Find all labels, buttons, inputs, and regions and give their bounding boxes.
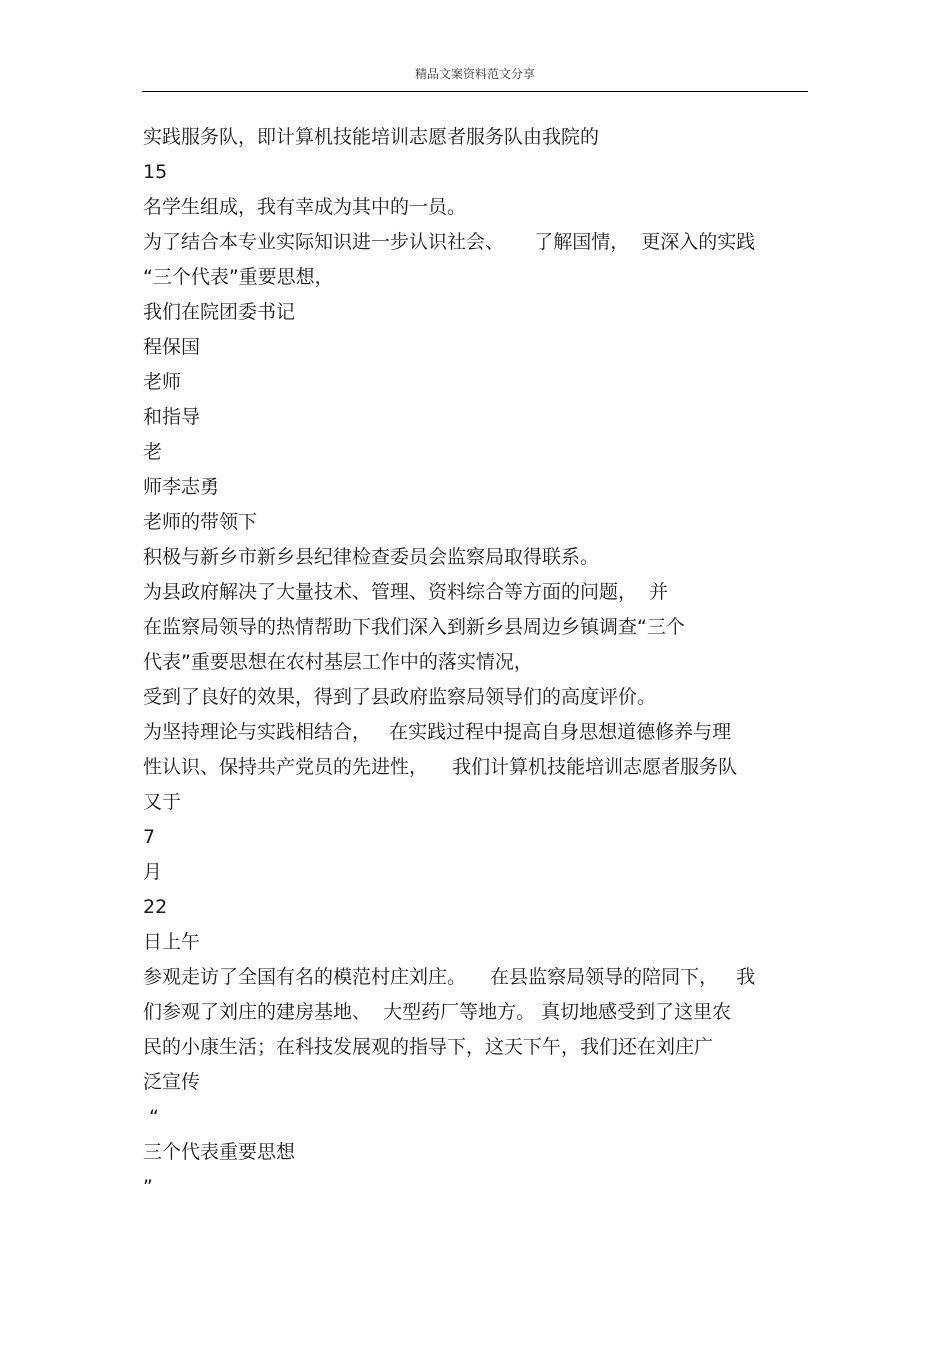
text-line: “ <box>143 1106 159 1128</box>
text-line: 积极与新乡市新乡县纪律检查委员会监察局取得联系。 <box>143 546 600 568</box>
text-line: 在监察局领导的热情帮助下我们深入到新乡县周边乡镇调查“三个 <box>143 616 685 638</box>
text-line: 老师 <box>143 371 182 393</box>
document-body <box>143 120 813 1205</box>
text-line: 们参观了刘庄的建房基地、 大型药厂等地方。 真切地感受到了这里农 <box>143 1001 732 1023</box>
text-line: 名学生组成，我有幸成为其中的一员。 <box>143 196 467 218</box>
text-line: 22 <box>143 896 168 918</box>
header-divider <box>142 91 808 92</box>
text-line: 参观走访了全国有名的模范村庄刘庄。 在县监察局领导的陪同下， 我 <box>143 966 756 988</box>
text-line: 民的小康生活；在科技发展观的指导下，这天下午，我们还在刘庄广 <box>143 1036 714 1058</box>
text-line: 和指导 <box>143 406 201 428</box>
text-line: 为县政府解决了大量技术、管理、资料综合等方面的问题， 并 <box>143 581 669 603</box>
text-line: 为坚持理论与实践相结合， 在实践过程中提高自身思想道德修养与理 <box>143 721 732 743</box>
text-line: 7 <box>143 826 156 848</box>
text-line: 又于 <box>143 791 182 813</box>
text-line: 老师的带领下 <box>143 511 258 533</box>
text-line: 为了结合本专业实际知识进一步认识社会、 了解国情， 更深入的实践 <box>143 231 756 253</box>
text-line: 15 <box>143 161 168 183</box>
text-line: 老 <box>143 441 163 463</box>
text-line: 性认识、保持共产党员的先进性， 我们计算机技能培训志愿者服务队 <box>143 756 738 778</box>
text-line: 程保国 <box>143 336 201 358</box>
text-line: 实践服务队，即计算机技能培训志愿者服务队由我院的 <box>143 126 600 148</box>
text-line: 月 <box>143 861 163 883</box>
text-line: 三个代表重要思想 <box>143 1141 296 1163</box>
text-line: 日上午 <box>143 931 201 953</box>
text-line: 我们在院团委书记 <box>143 301 296 323</box>
text-line: 代表”重要思想在农村基层工作中的落实情况， <box>143 651 533 673</box>
text-line: 师李志勇 <box>143 476 220 498</box>
text-line: 受到了良好的效果，得到了县政府监察局领导们的高度评价。 <box>143 686 657 708</box>
text-line: 泛宣传 <box>143 1071 201 1093</box>
page-header: 精品文案资料范文分享 <box>414 67 535 81</box>
text-line: ” <box>143 1176 153 1198</box>
text-line: “三个代表”重要思想， <box>143 266 334 288</box>
